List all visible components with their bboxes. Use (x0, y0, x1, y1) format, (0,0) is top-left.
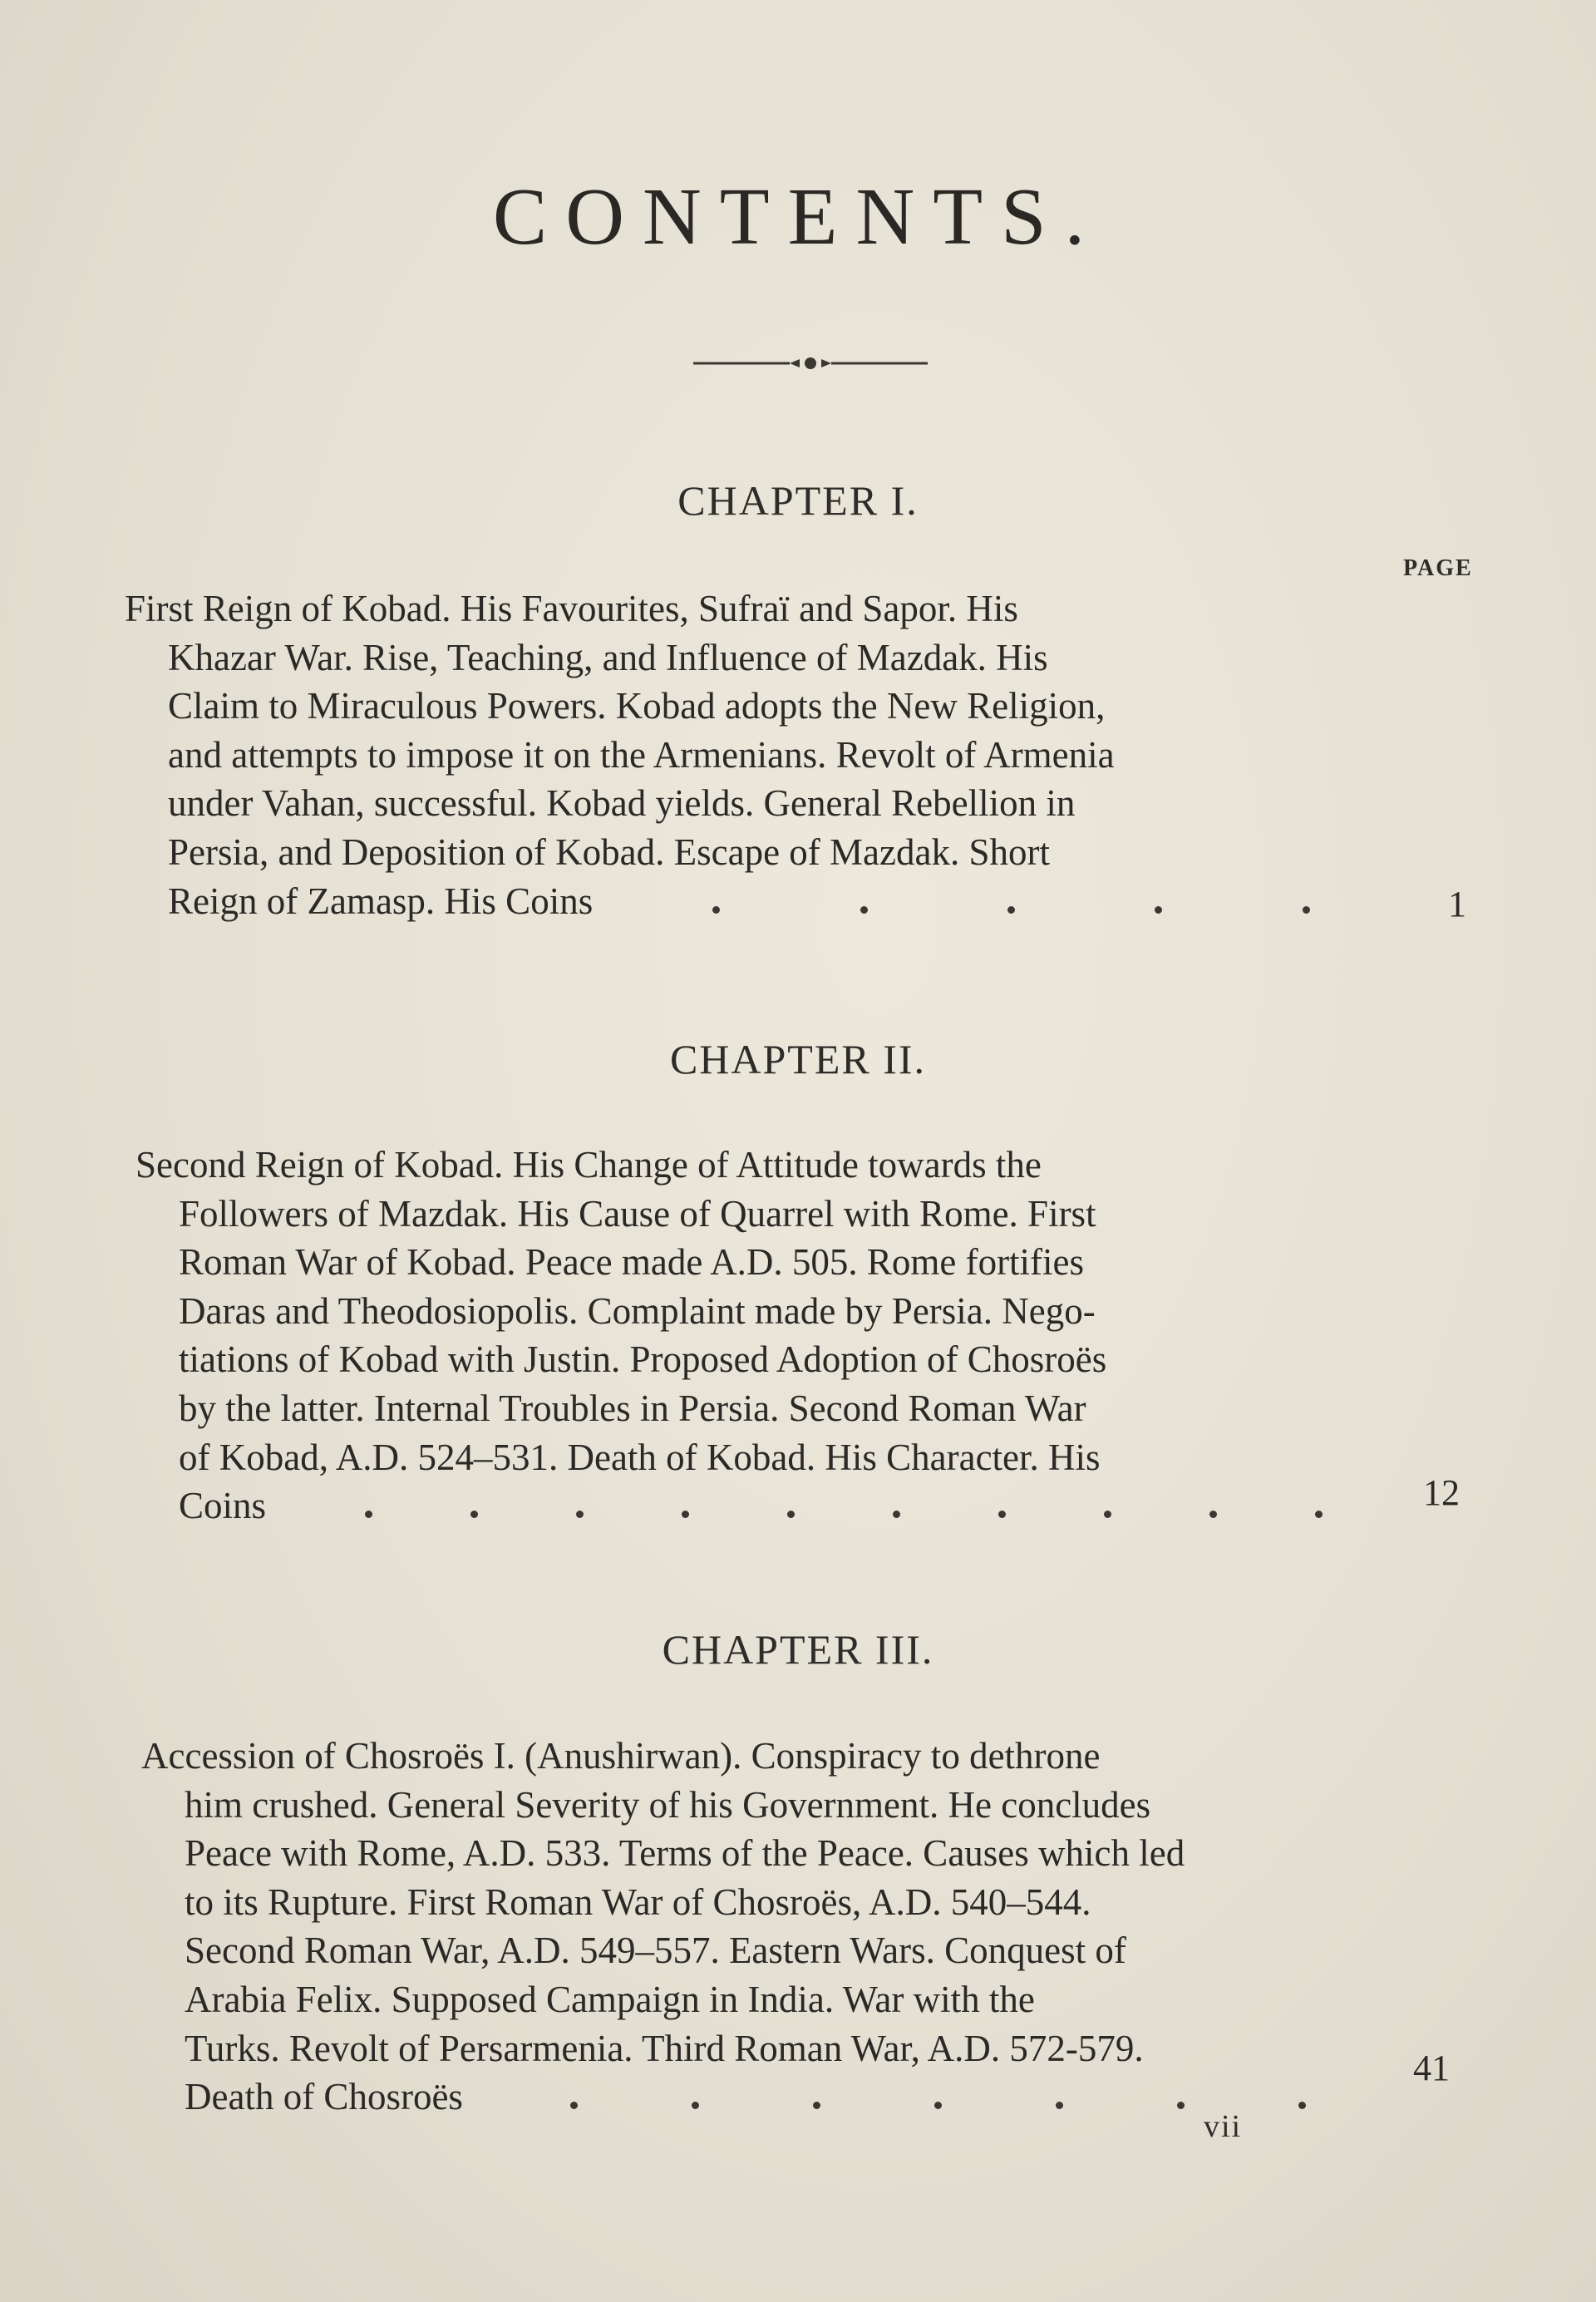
summary-line: Turks. Revolt of Persarmenia. Third Roman War, A.D. 572-579. (185, 2027, 1144, 2069)
chapter-2-summary (135, 1141, 1388, 1531)
dot-leader (593, 906, 1396, 914)
summary-line: Reign of Zamasp. His Coins (168, 880, 594, 922)
summary-line: Second Reign of Kobad. His Change of Attitude towards the (135, 1144, 1042, 1186)
dot-leader (266, 1511, 1388, 1518)
chapter-1-heading: CHAPTER I. (677, 477, 919, 524)
summary-line: Daras and Theodosiopolis. Complaint made by Persia. Nego- (179, 1289, 1096, 1332)
page-column-label: PAGE (1403, 555, 1473, 581)
summary-line: Khazar War. Rise, Teaching, and Influence of Mazdak. His (168, 636, 1048, 678)
summary-line: Peace with Rome, A.D. 533. Terms of the Peace. Causes which led (185, 1832, 1185, 1875)
summary-line: under Vahan, successful. Kobad yields. General Rebellion in (168, 782, 1076, 825)
chapter-1-summary (125, 584, 1396, 925)
summary-line: Coins (179, 1485, 267, 1527)
summary-last-line (135, 1481, 1388, 1531)
summary-line: First Reign of Kobad. His Favourites, Sufraï and Sapor. His (125, 588, 1018, 629)
summary-line: Claim to Miraculous Powers. Kobad adopts the New Religion, (168, 685, 1106, 727)
summary-line: tiations of Kobad with Justin. Proposed Adoption of Chosroës (179, 1338, 1107, 1381)
summary-line: Death of Chosroës (185, 2076, 463, 2118)
summary-line: by the latter. Internal Troubles in Persia. Second Roman War (179, 1387, 1086, 1429)
summary-line: of Kobad, A.D. 524–531. Death of Kobad. His Character. His (179, 1436, 1101, 1478)
summary-line: and attempts to impose it on the Armenians. Revolt of Armenia (168, 733, 1115, 776)
chapter-2-heading: CHAPTER II. (669, 1036, 927, 1082)
chapter-1-page-number: 1 (1448, 884, 1466, 924)
summary-line: Arabia Felix. Supposed Campaign in India. War with the (185, 1978, 1035, 2020)
summary-line: Roman War of Kobad. Peace made A.D. 505. Rome fortifies (179, 1241, 1085, 1284)
page-folio: vii (1204, 2109, 1243, 2144)
summary-line: Accession of Chosroës I. (Anushirwan). Conspiracy to dethrone (141, 1735, 1101, 1777)
chapter-2-page-number: 12 (1423, 1472, 1460, 1513)
summary-last-line (141, 2073, 1380, 2122)
summary-line: Second Roman War, A.D. 549–557. Eastern Wars. Conquest of (185, 1930, 1126, 1972)
summary-line: Followers of Mazdak. His Cause of Quarrel with Rome. First (179, 1192, 1096, 1235)
dot-leader (463, 2102, 1380, 2109)
summary-last-line (125, 877, 1396, 926)
summary-line: Persia, and Deposition of Kobad. Escape of Mazdak. Short (168, 831, 1050, 873)
chapter-3-page-number: 41 (1413, 2048, 1450, 2088)
summary-line: him crushed. General Severity of his Government. He concludes (185, 1783, 1151, 1826)
page-title: CONTENTS. (492, 172, 1104, 262)
chapter-3-summary (141, 1732, 1380, 2122)
chapter-3-heading: CHAPTER III. (662, 1626, 934, 1673)
summary-line: to its Rupture. First Roman War of Chosroës, A.D. 540–544. (185, 1881, 1091, 1923)
ornament-divider-icon (690, 353, 931, 373)
